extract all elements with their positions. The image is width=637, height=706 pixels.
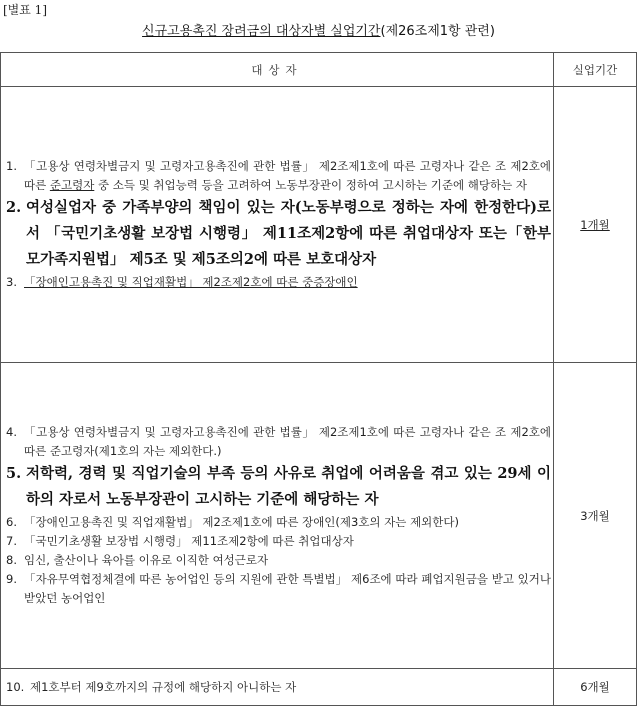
item-text: 「국민기초생활 보장법 시행령」 제11조제2항에 따른 취업대상자 [24, 534, 354, 548]
targets-cell [1, 363, 554, 669]
item-number: 4. [6, 425, 17, 439]
targets-cell [1, 87, 554, 363]
period-value: 1개월 [580, 217, 610, 232]
title-main: 신규고용촉진 장려금의 대상자별 실업기간 [142, 24, 381, 39]
item-text: 「고용상 연령차별금지 및 고령자고용촉진에 관한 법률」 제2조제1호에 따른 고령자나 같은 조 제2호에 따른 준고령자 중 소득 및 취업능력 등을 고려하여 노동부장관이 정하여 고시하는 기준에 해당하는 자 [24, 159, 551, 192]
item-text: 「고용상 연령차별금지 및 고령자고용촉진에 관한 법률」 제2조제1호에 따른 고령자나 같은 조 제2호에 따른 준고령자(제1호의 자는 제외한다.) [24, 425, 551, 458]
list-item [6, 157, 551, 195]
table-row [1, 363, 637, 669]
period-cell [554, 669, 637, 706]
item-text: 저학력, 경력 및 직업기술의 부족 등의 사유로 취업에 어려움을 겪고 있는 29세 이하의 자로서 노동부장관이 고시하는 기준에 해당하는 자 [26, 465, 551, 508]
item-number: 2. [6, 199, 22, 216]
item-number: 1. [6, 159, 17, 173]
title-reference: (제26조제1항 관련) [380, 24, 495, 39]
table-row [1, 669, 637, 706]
period-cell [554, 363, 637, 669]
item-number: 8. [6, 553, 17, 567]
item-text: 「장애인고용촉진 및 직업재활법」 제2조제2호에 따른 중증장애인 [24, 275, 358, 289]
list-item [6, 532, 551, 551]
list-item [6, 513, 551, 532]
item-text: 「장애인고용촉진 및 직업재활법」 제2조제1호에 따른 장애인(제3호의 자는 제외한다) [24, 515, 459, 529]
table-row [1, 87, 637, 363]
targets-cell [1, 669, 554, 706]
header-period: 실업기간 [554, 53, 637, 87]
list-item [6, 551, 551, 570]
header-target: 대상자 [1, 53, 554, 87]
item-number: 6. [6, 515, 17, 529]
period-cell [554, 87, 637, 363]
period-value: 6개월 [580, 680, 610, 694]
list-item [6, 678, 551, 697]
item-text: 제1호부터 제9호까지의 규정에 해당하지 아니하는 자 [30, 679, 297, 694]
list-item [6, 195, 551, 273]
item-number: 10. [6, 679, 25, 694]
list-item [6, 461, 551, 513]
item-number: 5. [6, 465, 22, 482]
period-value: 3개월 [580, 508, 610, 523]
item-number: 3. [6, 275, 17, 289]
item-text: 임신, 출산이나 육아를 이유로 이직한 여성근로자 [24, 553, 269, 567]
item-number: 9. [6, 572, 17, 586]
document-title [0, 20, 637, 39]
annex-label: [별표 1] [3, 3, 47, 17]
list-item [6, 273, 551, 292]
item-text: 여성실업자 중 가족부양의 책임이 있는 자(노동부령으로 정하는 자에 한정한다)로서 「국민기초생활 보장법 시행령」 제11조제2항에 따른 취업대상자 또는「한부모가족지원법」 제5조 및 제5조의2에 따른 보호대상자 [26, 199, 551, 268]
item-text: 「자유무역협정체결에 따른 농어업인 등의 지원에 관한 특별법」 제6조에 따라 폐업지원금을 받고 있거나 받았던 농어업인 [24, 572, 551, 605]
list-item [6, 570, 551, 608]
table-header-row [1, 53, 637, 87]
target-period-table [0, 52, 637, 706]
item-number: 7. [6, 534, 17, 548]
list-item [6, 423, 551, 461]
